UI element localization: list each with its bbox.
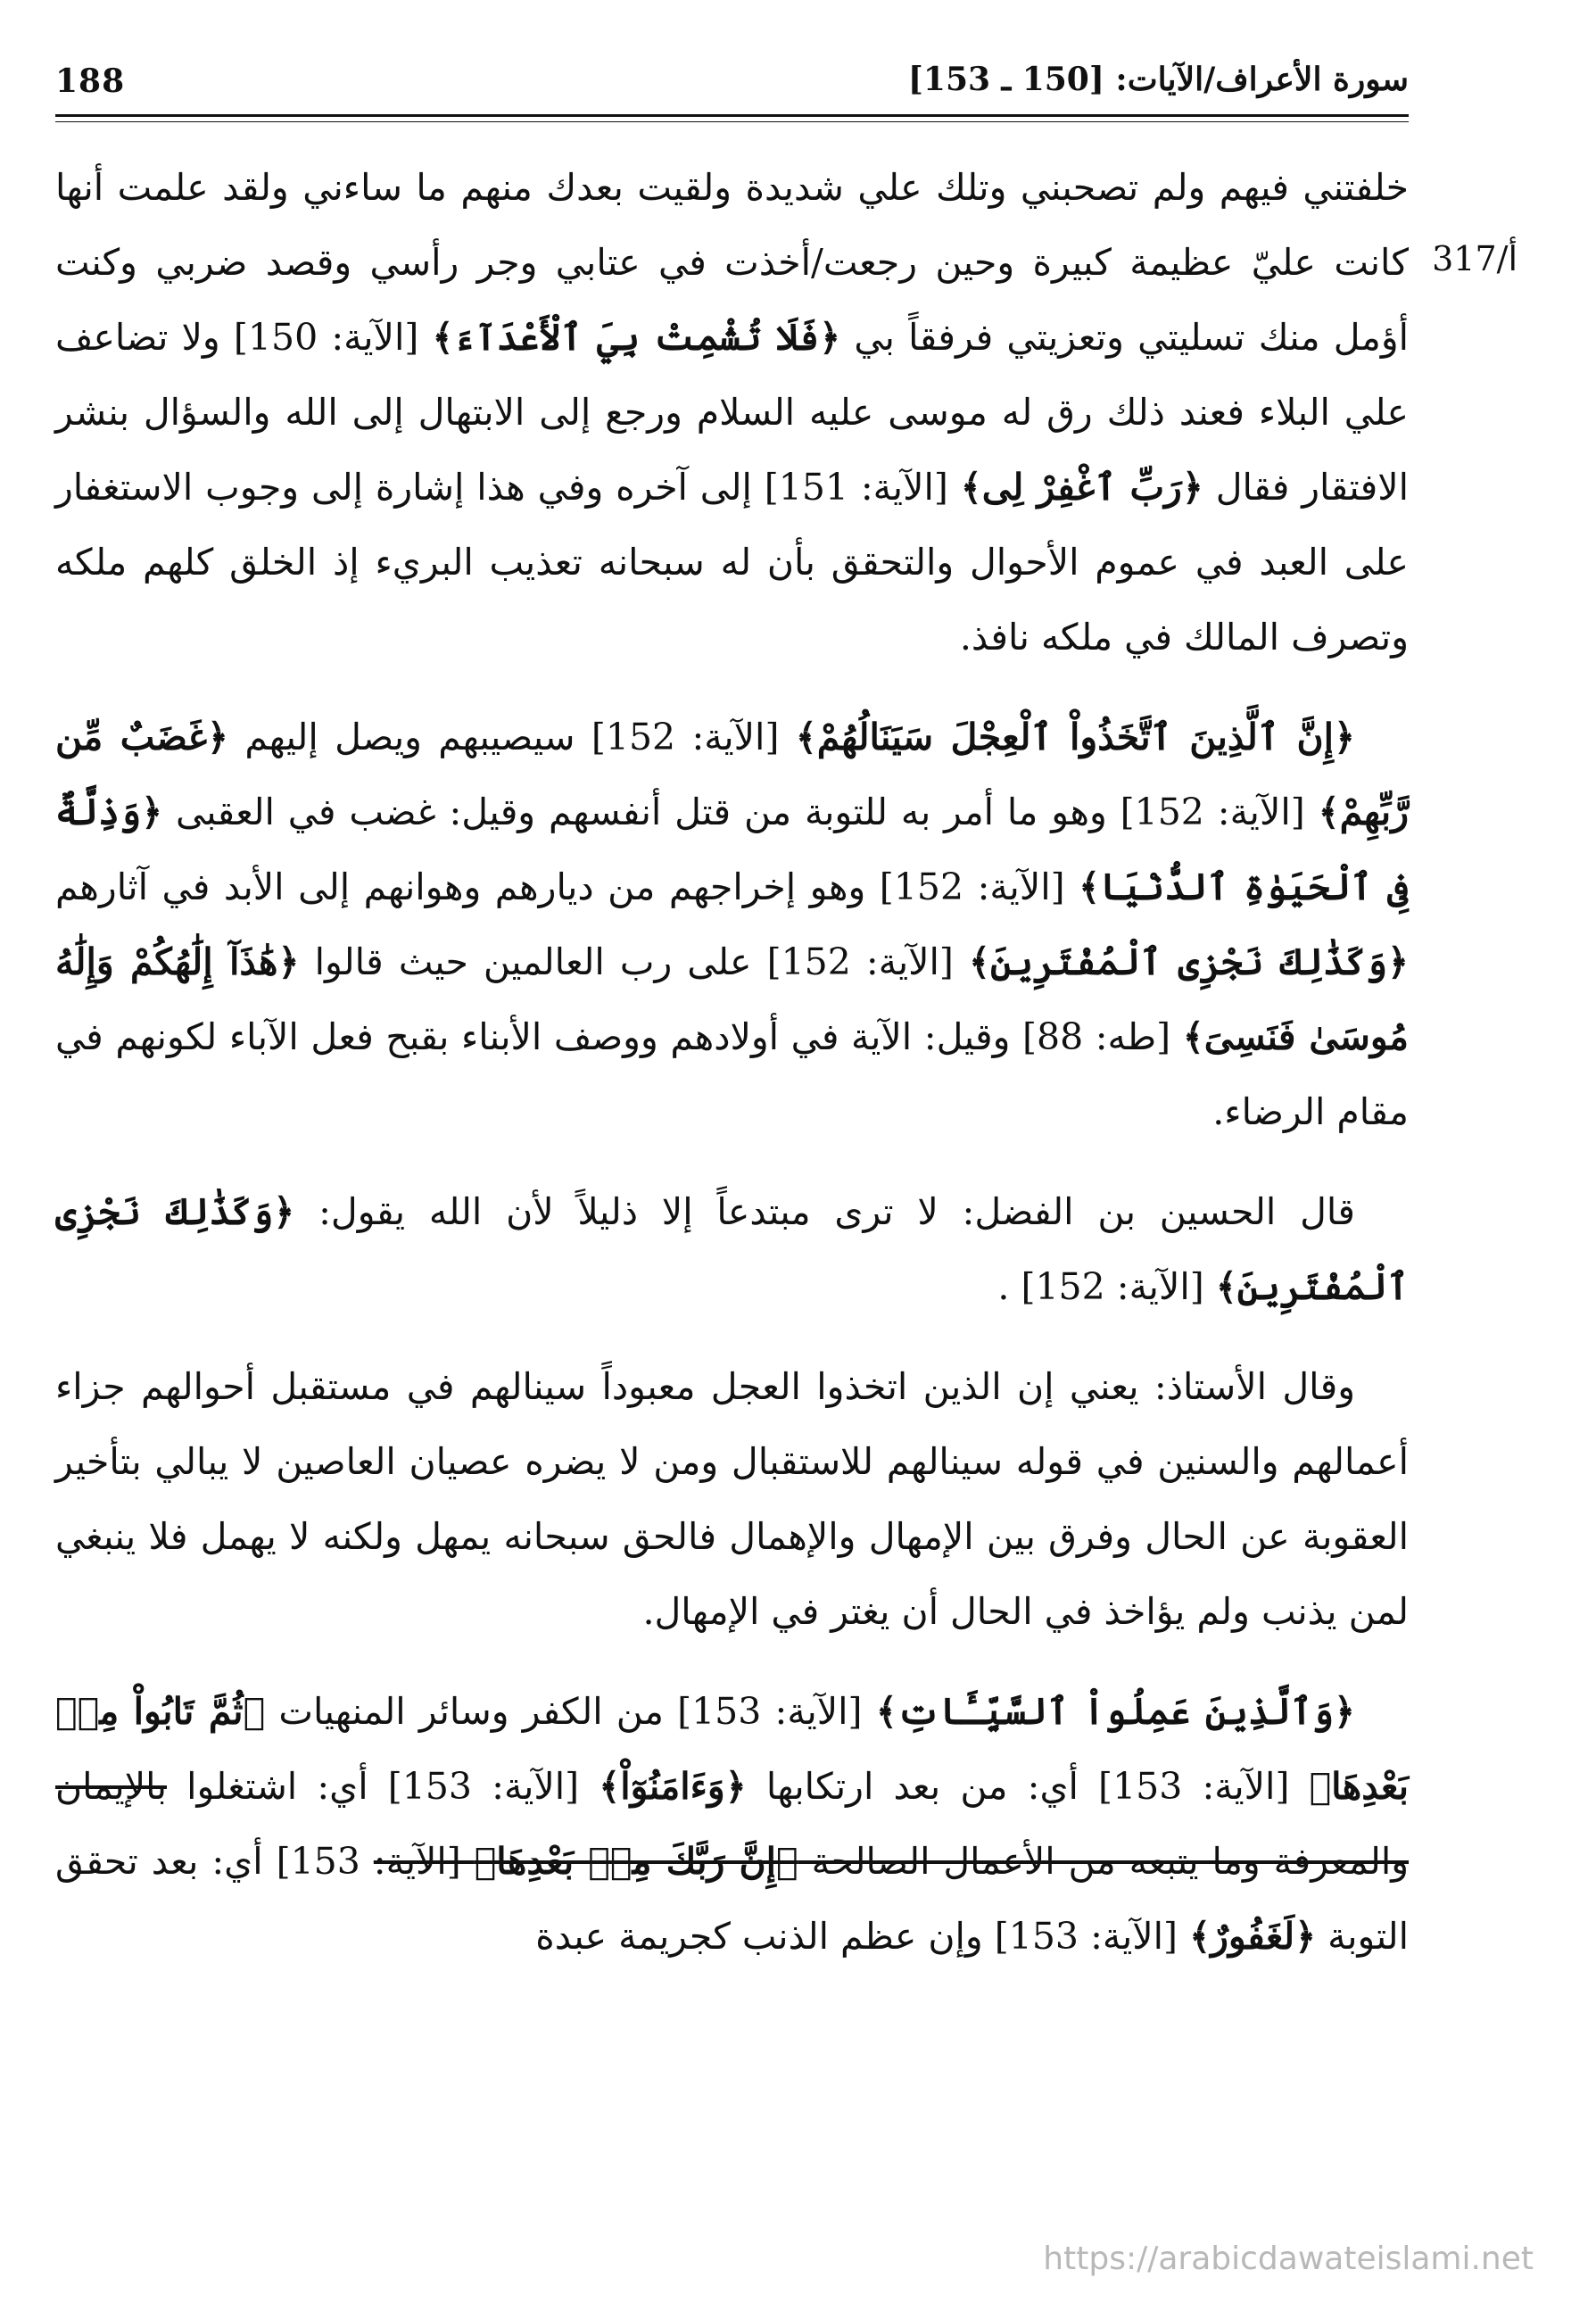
text-segment: قال الحسين بن الفضل: لا ترى مبتدعاً إلا ذليلاً لأن الله يقول:	[294, 1190, 1356, 1233]
body-text	[55, 150, 1409, 2204]
text-segment: [الآية: 153] وإن عظم الذنب كجريمة عبدة	[535, 1915, 1190, 1958]
text-segment: 153] أي: بعد تحقق التوبة	[55, 1840, 1409, 1958]
quran-verse: ﴿وَذِلَّةٌ فِى ٱلْحَيَوٰةِ ٱلدُّنْيَا﴾	[55, 791, 1409, 908]
quran-verse: ﴿وَءَامَنُوٓاْ﴾	[599, 1765, 747, 1808]
struck-text: بالإيمان والمعرفة وما يتبعه من الأعمال الصالحة	[55, 1765, 1410, 1883]
running-title: سورة الأعراف/الآيات: [150 ـ 153]	[907, 61, 1409, 98]
paragraph-p2	[55, 700, 1409, 1149]
text-segment: [طه: 88] وقيل: الآية في أولادهم ووصف الأبناء بقبح فعل الآباء لكونهم في مقام الرضاء.	[55, 1015, 1409, 1133]
text-segment: [الآية: 153] أي: اشتغلوا	[167, 1765, 600, 1808]
quran-verse: ﴿ثُمَّ تَابُواْ مِنۢ بَعْدِهَا﴾	[55, 1690, 1410, 1808]
paragraph-p5	[55, 1674, 1409, 1974]
quran-verse: ﴿وَكَذَٰلِكَ نَجْزِى ٱلْمُفْتَرِينَ﴾	[968, 940, 1410, 983]
text-segment: خلفتني فيهم ولم تصحبني وتلك علي شديدة ولقيت بعدك منهم ما ساءني ولقد علمت أنها كانت عليّ عظيمة كبيرة وحين رجعت/أخذت في عتابي وجر رأسي وقصد ضربي وكنت أؤمل منك تسليتي وتعزيتي فرفقاً بي	[55, 166, 1410, 359]
page-header	[55, 55, 1409, 105]
quran-verse: ﴿فَلَا تُشْمِتْ بِيَ ٱلْأَعْدَآءَ﴾	[432, 316, 841, 359]
text-segment: [الآية: 152] على رب العالمين حيث قالوا	[299, 940, 969, 983]
text-segment: [الآية: 152] وهو ما أمر به للتوبة من قتل أنفسهم وقيل: غضب في العقبى	[162, 791, 1319, 833]
quran-verse: ﴿هَٰذَآ إِلَٰهُكُمْ وَإِلَٰهُ مُوسَىٰ فَنَسِىَ﴾	[55, 940, 1409, 1058]
text-segment: [الآية: 153] من الكفر وسائر المنهيات	[265, 1690, 876, 1733]
text-segment: [الآية: 152] سيصيبهم ويصل إليهم	[228, 716, 796, 758]
page-number: 188	[55, 62, 126, 100]
quran-verse: ﴿إِنَّ ٱلَّذِينَ ٱتَّخَذُواْ ٱلْعِجْلَ سَيَنَالُهُمْ﴾	[795, 716, 1355, 758]
quran-verse: ﴿رَبِّ ٱغْفِرْ لِى﴾	[960, 466, 1203, 509]
quran-verse: ﴿إِنَّ رَبَّكَ مِنۢ بَعْدِهَا﴾	[474, 1840, 798, 1883]
text-segment: [الآية: 152] .	[997, 1265, 1216, 1308]
quran-verse: ﴿غَضَبٌ مِّن رَّبِّهِمْ﴾	[55, 716, 1409, 833]
text-segment: وقال الأستاذ: يعني إن الذين اتخذوا العجل معبوداً سينالهم في مستقبل أحوالهم جزاء أعمالهم والسنين في قوله سينالهم للاستقبال ومن لا يضره عصيان العاصين لا يبالي بتأخير العقوبة عن الحال وفرق بين الإمهال والإهمال فالحق سبحانه يمهل ولكنه لا يهمل فلا ينبغي لمن يذنب ولم يؤاخذ في الحال أن يغتر في الإمهال.	[55, 1365, 1409, 1633]
struck-text: [الآية:	[373, 1840, 475, 1883]
header-rule-thick	[55, 114, 1409, 117]
text-segment: [الآية: 151] إلى آخره وفي هذا إشارة إلى وجوب الاستغفار على العبد في عموم الأحوال والتحقق بأن له سبحانه تعذيب البريء إذ الخلق كلهم ملكه وتصرف المالك في ملكه نافذ.	[55, 466, 1409, 659]
header-rule-thin	[55, 121, 1409, 122]
quran-verse: ﴿لَغَفُورٌ﴾	[1189, 1915, 1317, 1958]
paragraph-p4	[55, 1349, 1409, 1649]
quran-verse: ﴿وَكَذَٰلِكَ نَجْزِى ٱلْمُفْتَرِينَ﴾	[55, 1190, 1409, 1308]
text-segment: [الآية: 153] أي: من بعد ارتكابها	[746, 1765, 1310, 1808]
manuscript-folio-note: 317/أ	[1432, 239, 1517, 278]
text-segment: [الآية: 152] وهو إخراجهم من ديارهم وهوانهم إلى الأبد في آثارهم	[55, 866, 1079, 908]
paragraph-p1	[55, 150, 1409, 675]
text-segment: [الآية: 150] ولا تضاعف علي البلاء فعند ذلك رق له موسى عليه السلام ورجع إلى الابتهال إلى الله والسؤال بنشر الافتقار فقال	[55, 316, 1410, 509]
quran-verse: ﴿وَٱلَّذِينَ عَمِلُواْ ٱلسَّيِّـَٔاتِ﴾	[875, 1690, 1356, 1733]
source-watermark: https://arabicdawateislami.net	[1043, 2241, 1534, 2277]
paragraph-p3	[55, 1174, 1409, 1324]
